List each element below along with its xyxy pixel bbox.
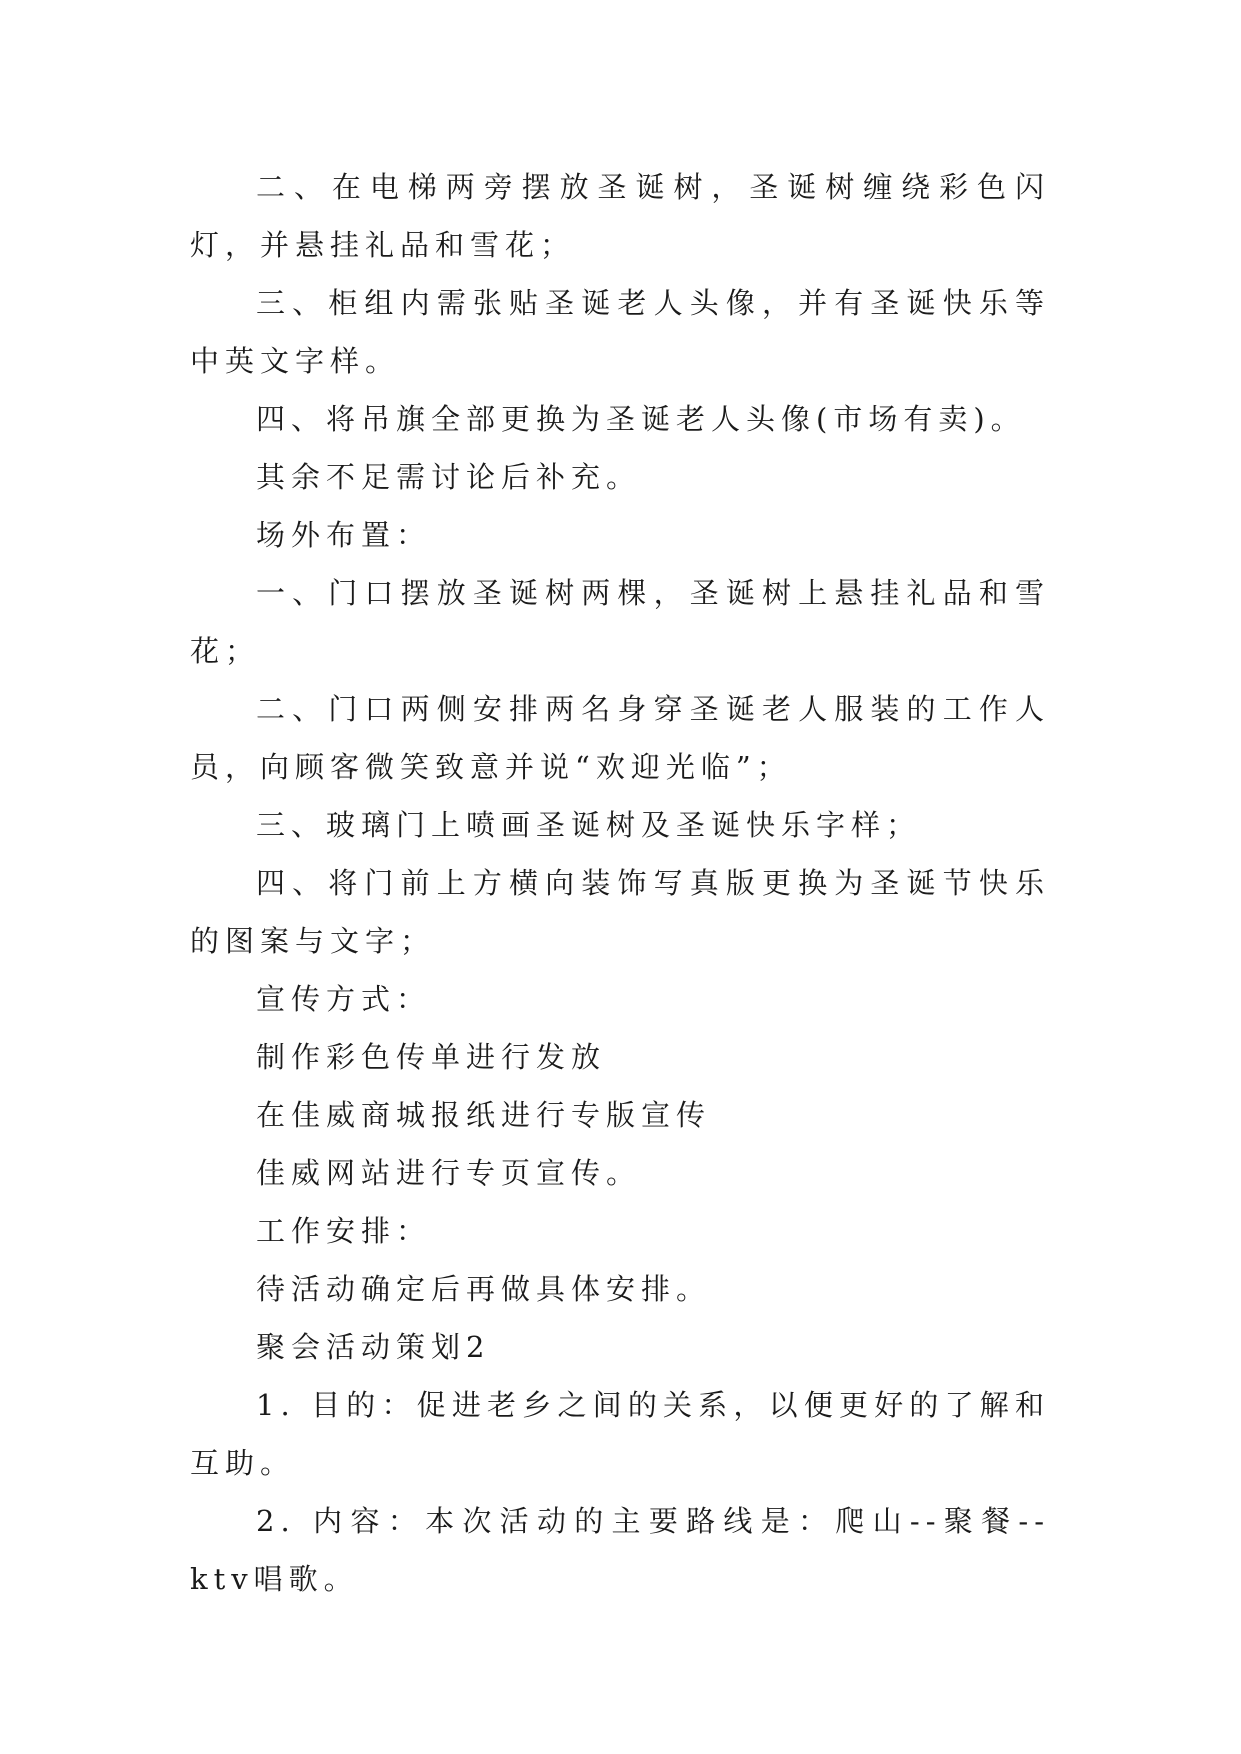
paragraph: 二、在电梯两旁摆放圣诞树，圣诞树缠绕彩色闪灯，并悬挂礼品和雪花； [190,170,1050,262]
section-heading: 宣传方式： [256,982,432,1016]
paragraph: 其余不足需讨论后补充。 [256,460,642,494]
document-body [190,158,1050,1608]
section-heading: 聚会活动策划2 [256,1330,491,1364]
paragraph: 佳威网站进行专页宣传。 [256,1156,642,1190]
paragraph: 一、门口摆放圣诞树两棵，圣诞树上悬挂礼品和雪花； [190,576,1050,668]
paragraph: 四、将门前上方横向装饰写真版更换为圣诞节快乐的图案与文字； [190,866,1050,958]
section-heading: 场外布置： [256,518,432,552]
paragraph: 四、将吊旗全部更换为圣诞老人头像(市场有卖)。 [256,402,1026,436]
paragraph: 三、柜组内需张贴圣诞老人头像，并有圣诞快乐等中英文字样。 [190,286,1050,378]
paragraph: 在佳威商城报纸进行专版宣传 [256,1098,712,1132]
paragraph: 1. 目的：促进老乡之间的关系，以便更好的了解和互助。 [190,1388,1050,1480]
paragraph: 三、玻璃门上喷画圣诞树及圣诞快乐字样； [256,808,922,842]
section-heading: 工作安排： [256,1214,432,1248]
paragraph: 二、门口两侧安排两名身穿圣诞老人服装的工作人员，向顾客微笑致意并说“欢迎光临”； [190,692,1050,784]
paragraph: 待活动确定后再做具体安排。 [256,1272,712,1306]
paragraph: 2. 内容：本次活动的主要路线是：爬山--聚餐--ktv唱歌。 [190,1504,1050,1596]
paragraph: 制作彩色传单进行发放 [256,1040,607,1074]
